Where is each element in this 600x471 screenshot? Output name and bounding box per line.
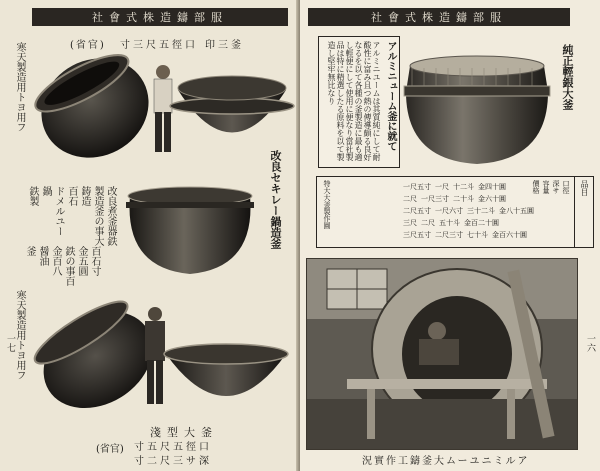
page-number-left: 一七 bbox=[5, 334, 15, 352]
bottom-caption-title: 淺型大釜 bbox=[150, 426, 218, 439]
table-cell: 二尺五寸 bbox=[403, 207, 431, 215]
center-line: 百石寸 bbox=[89, 246, 100, 276]
table-cell: 五十斗 bbox=[439, 219, 460, 227]
center-line: 鉄の事百 bbox=[63, 246, 74, 286]
table-cell: 二尺 bbox=[421, 219, 435, 227]
center-line: 改良煮釜器鉄 bbox=[105, 186, 116, 246]
bottom-caption-note: (省官) bbox=[96, 444, 124, 455]
center-line: 金五圓 bbox=[76, 246, 87, 276]
center-line: ドメルユー bbox=[53, 186, 64, 236]
bottom-caption-line2: 寸二尺三サ深 bbox=[134, 456, 212, 467]
table-cell: 一尺六寸 bbox=[435, 207, 463, 215]
center-line: 鍋 bbox=[40, 186, 51, 196]
table-cell: 三尺五寸 bbox=[403, 231, 431, 239]
table-divider bbox=[574, 177, 575, 247]
table-row bbox=[403, 181, 553, 193]
table-cell: 金四十圓 bbox=[478, 183, 506, 191]
table-header-col: 價格 bbox=[532, 180, 540, 194]
table-row bbox=[403, 229, 553, 241]
table-cell: 二尺 bbox=[403, 195, 417, 203]
aluminum-pot-image bbox=[398, 36, 556, 168]
aluminum-title: アルミニューム釜に就て bbox=[385, 41, 396, 151]
top-caption-size: 寸三尺五徑口 bbox=[120, 40, 198, 51]
table-cell: 金六十圓 bbox=[478, 195, 506, 203]
table-row bbox=[403, 205, 553, 217]
vertical-label-right: 純正輕銀大釜 bbox=[561, 44, 574, 110]
table-cell: 七十斗 bbox=[467, 231, 488, 239]
company-header-right: 社會式株造鑄部服 bbox=[308, 8, 570, 26]
table-note: 特大大釜製作圓 bbox=[323, 180, 331, 229]
right-page bbox=[300, 0, 600, 471]
table-cell: 金八十五圓 bbox=[499, 207, 534, 215]
table-cell: 金百六十圓 bbox=[492, 231, 527, 239]
table-cell: 二尺三寸 bbox=[435, 231, 463, 239]
vertical-label-bottom: 寒天製造用トヨ用フ bbox=[14, 290, 25, 380]
vertical-label-top: 寒天製造用トヨ用フ bbox=[14, 42, 25, 132]
center-line: 百石 bbox=[66, 186, 77, 206]
table-cell: 十二斗 bbox=[453, 183, 474, 191]
table-header-right: 品目 bbox=[580, 180, 589, 196]
top-caption-note: (省官) bbox=[70, 40, 106, 51]
photo-caption: 況實作工鑄釜大ムーユニミルア bbox=[362, 456, 530, 467]
center-line: 醤油 bbox=[37, 246, 48, 266]
table-cell: 金百二十圓 bbox=[464, 219, 499, 227]
bottom-caption-line1: 寸五尺五徑口 bbox=[134, 442, 212, 453]
improved-pot-image bbox=[120, 178, 260, 278]
table-cell: 二十斗 bbox=[453, 195, 474, 203]
table-cell: 一尺三寸 bbox=[421, 195, 449, 203]
page-number-right: 一六 bbox=[585, 334, 595, 352]
table-row bbox=[403, 193, 553, 205]
table-cell: 一尺 bbox=[435, 183, 449, 191]
center-line: 金百八 bbox=[50, 246, 61, 276]
casting-workshop-photo bbox=[306, 258, 578, 450]
tilted-large-pot-image bbox=[30, 48, 160, 168]
price-table bbox=[316, 176, 594, 248]
top-caption-origin: 印三釜 bbox=[205, 40, 244, 51]
center-line: 鋳造 bbox=[79, 186, 90, 206]
aluminum-notice-box bbox=[318, 36, 400, 168]
table-rows bbox=[403, 181, 553, 241]
table-cell: 一尺五寸 bbox=[403, 183, 431, 191]
table-cell: 三尺 bbox=[403, 219, 417, 227]
table-header-col: 深サ bbox=[552, 180, 560, 194]
company-header-left: 社會式株造鑄部服 bbox=[32, 8, 288, 26]
center-text-block-lower bbox=[24, 246, 100, 296]
center-line: 製造釜の事大 bbox=[92, 186, 103, 246]
table-header-col: 口徑 bbox=[562, 180, 570, 194]
center-title: 改良セキレー鍋造釜 bbox=[269, 150, 282, 249]
table-row bbox=[403, 217, 553, 229]
center-line: 釜 bbox=[24, 246, 35, 256]
table-cell: 三十二斗 bbox=[467, 207, 495, 215]
table-header-col: 容量 bbox=[542, 180, 550, 194]
shallow-large-pot-image bbox=[160, 338, 292, 422]
aluminum-text: アルミニユームは其質純にして耐酸性に富み且つ熱の傳導頗る良好なるを以て各種の釜製造に最も適し輕便にして使用に便なり當社製品は特に精選したる原料を以て製造し堅牢無比なり bbox=[327, 41, 381, 161]
center-line: 鉄製 bbox=[27, 186, 38, 206]
